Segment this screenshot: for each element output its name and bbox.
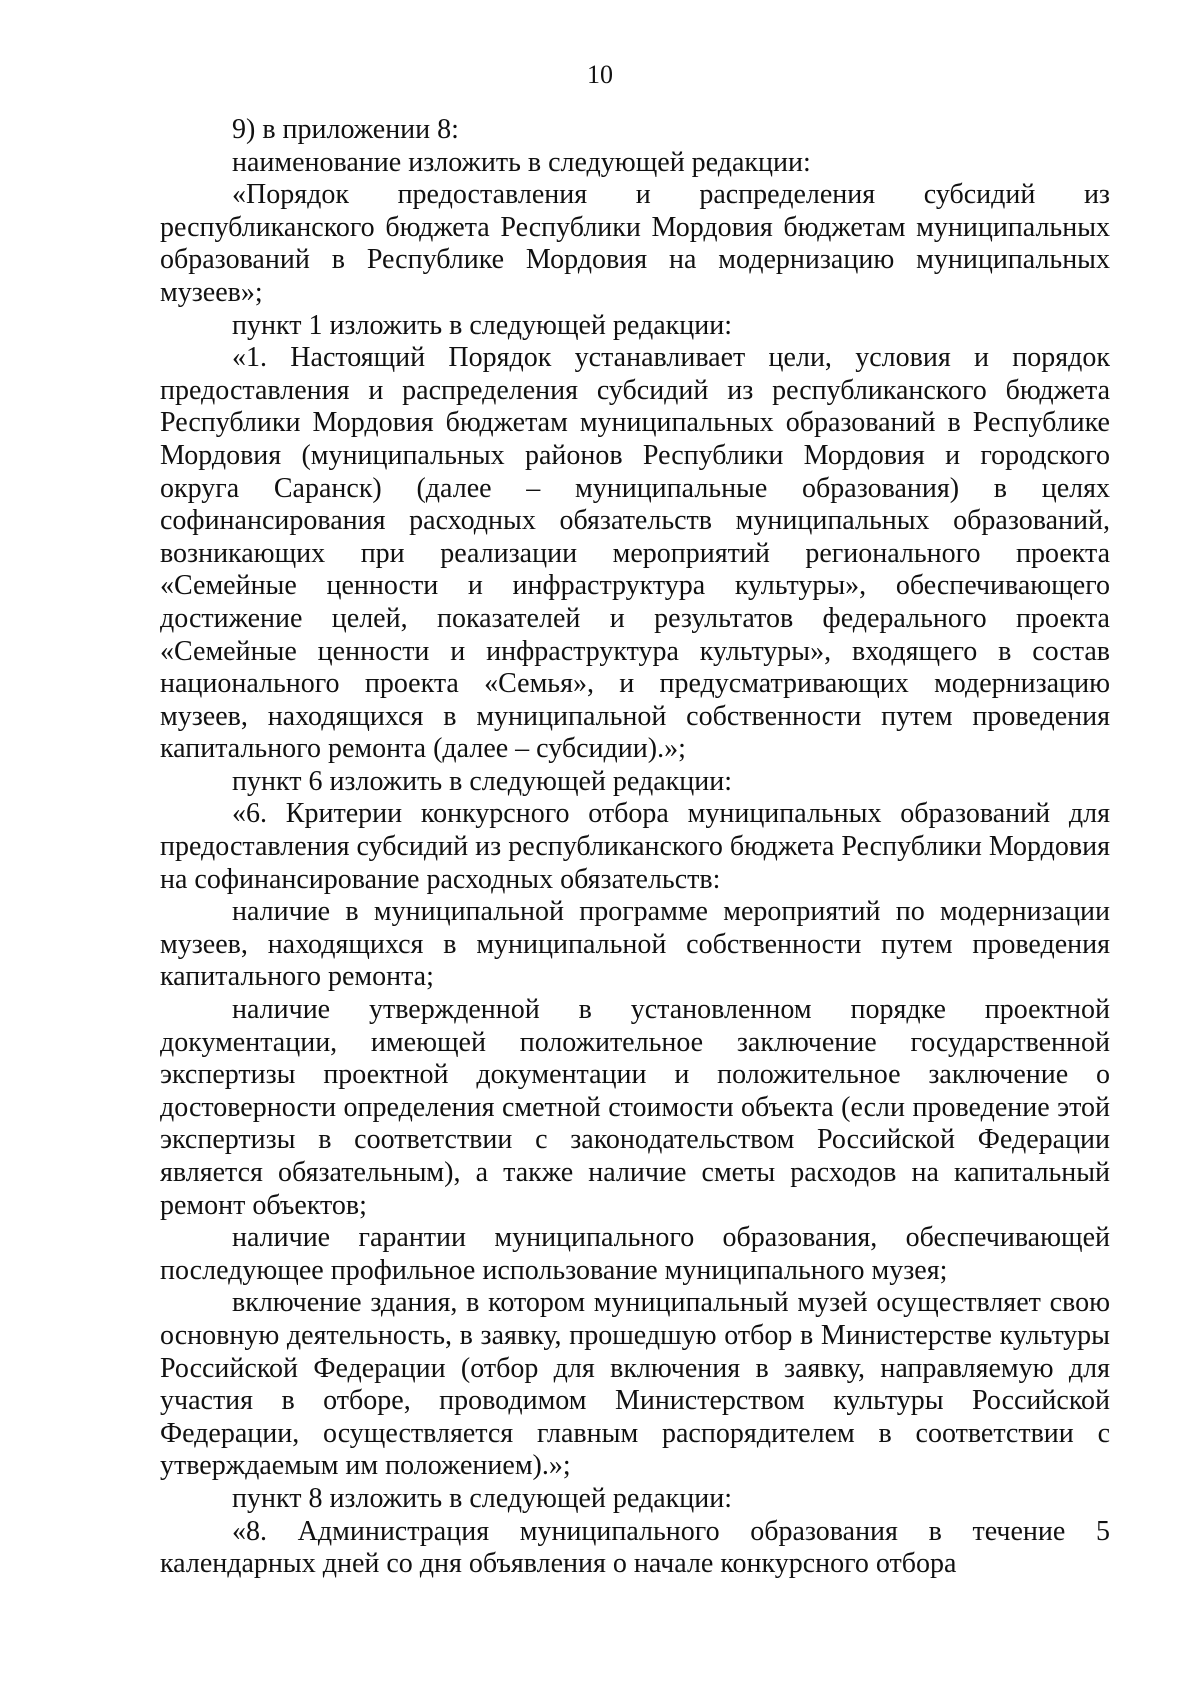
paragraph-point-8-instruction: пункт 8 изложить в следующей редакции:: [232, 1482, 732, 1514]
paragraph-point-6-text: «6. Критерии конкурсного отбора муниципальных образований для предоставления субсидий из республиканского бюджета Республики Мордовия на софинансирование расходных обязательств:: [160, 798, 1110, 895]
paragraph-criterion-program: наличие в муниципальной программе мероприятий по модернизации музеев, находящихся в муниципальной собственности путем проведения капитального ремонта;: [160, 896, 1110, 993]
paragraph-point-1-text: «1. Настоящий Порядок устанавливает цели, условия и порядок предоставления и распределения субсидий из республиканского бюджета Республики Мордовия бюджетам муниципальных образований в Республике Мордовия (муниципальных районов Республики Мордовия и городского округа Саранск) (далее – муниципальные образования) в целях софинансирования расходных обязательств муниципальных образований, возникающих при реализации мероприятий регионального проекта «Семейные ценности и инфраструктура культуры», обеспечивающего достижение целей, показателей и результатов федерального проекта «Семейные ценности и инфраструктура культуры», входящего в состав национального проекта «Семья», и предусматривающих модернизацию музеев, находящихся в муниципальной собственности путем проведения капитального ремонта (далее – субсидии).»;: [160, 342, 1110, 765]
paragraph-title-instruction: наименование изложить в следующей редакции:: [232, 146, 811, 178]
paragraph-point-8-text: «8. Администрация муниципального образования в течение 5 календарных дней со дня объявления о начале конкурсного отбора: [160, 1515, 1110, 1580]
page-number: 10: [587, 60, 613, 89]
paragraph-point-6-instruction: пункт 6 изложить в следующей редакции:: [232, 765, 732, 797]
paragraph-criterion-guarantee: наличие гарантии муниципального образования, обеспечивающей последующее профильное использование муниципального музея;: [160, 1222, 1110, 1286]
document-body: [160, 114, 1110, 1581]
paragraph-new-title: «Порядок предоставления и распределения субсидий из республиканского бюджета Республики Мордовия бюджетам муниципальных образований в Республике Мордовия на модернизацию муниципальных музеев»;: [160, 179, 1110, 308]
paragraph-criterion-documentation: наличие утвержденной в установленном порядке проектной документации, имеющей положительное заключение государственной экспертизы проектной документации и положительное заключение о достоверности определения сметной стоимости объекта (если проведение этой экспертизы в соответствии с законодательством Российской Федерации является обязательным), а также наличие сметы расходов на капитальный ремонт объектов;: [160, 994, 1110, 1221]
paragraph-criterion-application: включение здания, в котором муниципальный музей осуществляет свою основную деятельность, в заявку, прошедшую отбор в Министерстве культуры Российской Федерации (отбор для включения в заявку, направляемую для участия в отборе, проводимом Министерством культуры Российской Федерации, осуществляется главным распорядителем в соответствии с утверждаемым им положением).»;: [160, 1287, 1110, 1482]
paragraph-item-9: 9) в приложении 8:: [232, 114, 459, 145]
paragraph-point-1-instruction: пункт 1 изложить в следующей редакции:: [232, 309, 732, 341]
